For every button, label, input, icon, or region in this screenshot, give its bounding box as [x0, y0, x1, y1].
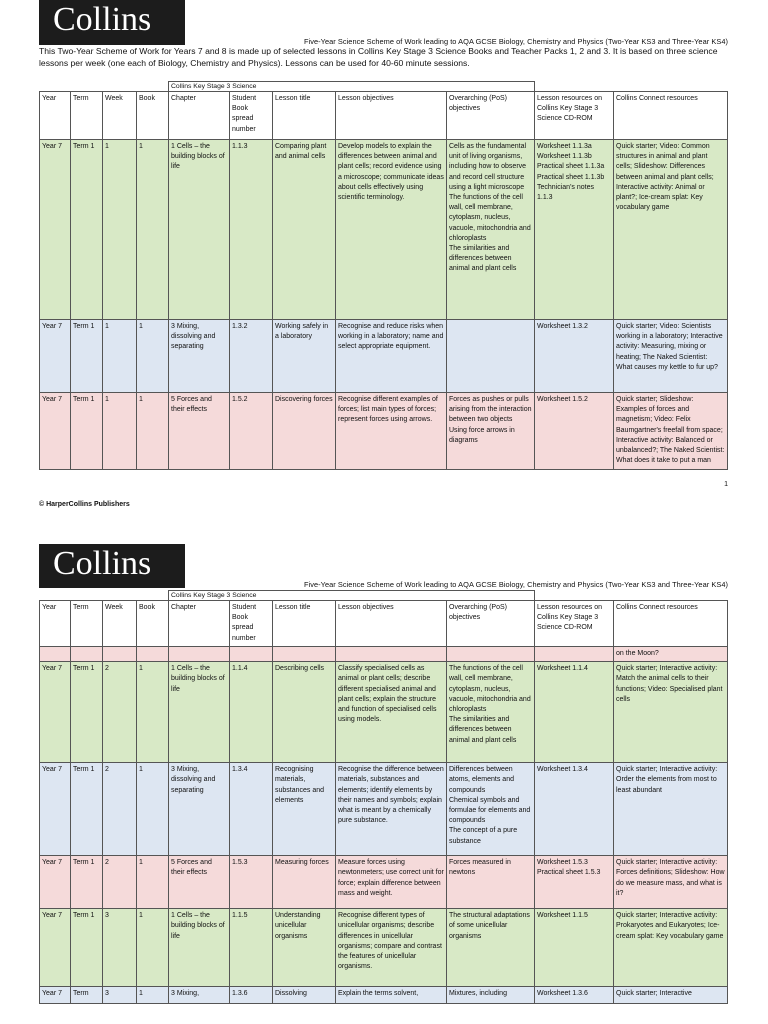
table-cell: Term 1 [71, 662, 103, 763]
table-cell: Recognise and reduce risks when working in a laboratory; name and select appropriate equipment. [336, 320, 447, 393]
header-cell: Lesson title [273, 601, 336, 647]
header-cell: Student Book spread number [230, 601, 273, 647]
header-cell: Week [103, 92, 137, 140]
table-cell: Year 7 [40, 987, 71, 1004]
header-cell: Week [103, 601, 137, 647]
table-row [40, 909, 728, 987]
table-cell: Term [71, 987, 103, 1004]
collins-logo: Collins [39, 544, 185, 588]
scheme-table-page-2 [39, 590, 728, 1004]
table-cell: Year 7 [40, 763, 71, 856]
table-cell: 1.1.5 [230, 909, 273, 987]
table-cell: Term 1 [71, 393, 103, 470]
table-cell: 1.5.3 [230, 856, 273, 909]
table-cell: Comparing plant and animal cells [273, 140, 336, 320]
table-cell: Forces as pushes or pulls arising from the interaction between two objects Using force arrows in diagrams [447, 393, 535, 470]
table-cell: 3 [103, 987, 137, 1004]
table-cell: 1 [137, 909, 169, 987]
table-cell: Worksheet 1.5.2 [535, 393, 614, 470]
table-cell: Understanding unicellular organisms [273, 909, 336, 987]
table-cell: Year 7 [40, 140, 71, 320]
table-cell: Measuring forces [273, 856, 336, 909]
header-cell: Year [40, 601, 71, 647]
table-cell: on the Moon? [614, 647, 728, 662]
table-cell: 2 [103, 662, 137, 763]
header-cell: Overarching (PoS) objectives [447, 601, 535, 647]
table-cell: Recognise different types of unicellular organisms; describe differences in unicellular organisms; compare and contrast the features of unicellular organisms. [336, 909, 447, 987]
table-cell: Year 7 [40, 393, 71, 470]
table-cell: Recognise the difference between materials, substances and elements; identify elements by their names and symbols; explain what is meant by a chemically pure substance. [336, 763, 447, 856]
table-cell: 3 Mixing, dissolving and separating [169, 763, 230, 856]
table-cell: Quick starter; Slideshow: Examples of forces and magnetism; Video: Felix Baumgartner's freefall from space; Interactive activity: Balanced or unbalanced?; The Naked Scientist: What does it take to put a man [614, 393, 728, 470]
table-row [40, 987, 728, 1004]
table-cell: 1 [103, 320, 137, 393]
table-cell: 1.3.4 [230, 763, 273, 856]
intro-paragraph: This Two-Year Scheme of Work for Years 7 and 8 is made up of selected lessons in Collins Key Stage 3 Science Books and Teacher Packs 1, 2 and 3. It is based on three science lessons per week (one each of Biology, Chemistry and Physics). Lessons can be used for 40-60 minute sessions. [39, 46, 718, 69]
table-cell: Classify specialised cells as animal or plant cells; describe different specialised animal and plant cells; explain the structure and function of specialised cells using models. [336, 662, 447, 763]
table-row [40, 647, 728, 662]
table-cell: Quick starter; Interactive activity: Order the elements from most to least abundant [614, 763, 728, 856]
table-cell: Recognising materials, substances and elements [273, 763, 336, 856]
table-cell: 1 Cells – the building blocks of life [169, 140, 230, 320]
table-row [40, 140, 728, 320]
table-cell: 1.5.2 [230, 393, 273, 470]
table-cell: Term 1 [71, 856, 103, 909]
table-cell: Cells as the fundamental unit of living organisms, including how to observe and record cell structure using a light microscope The functions of the cell wall, cell membrane, cytoplasm, nucleus, vacuole, mitochondria and chloroplasts The similarities and differences between animal and plant cells [447, 140, 535, 320]
table-cell: 3 Mixing, dissolving and separating [169, 320, 230, 393]
table-cell: Year 7 [40, 320, 71, 393]
header-cell: Collins Connect resources [614, 92, 728, 140]
collins-logo: Collins [39, 0, 185, 45]
table-cell: 1.3.2 [230, 320, 273, 393]
table-cell: Worksheet 1.5.3 Practical sheet 1.5.3 [535, 856, 614, 909]
table-row [40, 763, 728, 856]
header-cell: Lesson resources on Collins Key Stage 3 Science CD-ROM [535, 601, 614, 647]
table-cell: 1 [137, 140, 169, 320]
group-header: Collins Key Stage 3 Science [169, 82, 535, 92]
group-header: Collins Key Stage 3 Science [169, 591, 535, 601]
header-cell: Lesson title [273, 92, 336, 140]
table-cell: 2 [103, 763, 137, 856]
table-cell: Quick starter; Interactive activity: Forces definitions; Slideshow: How do we measure mass, and what is it? [614, 856, 728, 909]
table-cell: 1 [137, 393, 169, 470]
header-cell: Lesson objectives [336, 92, 447, 140]
table-cell: 1 [137, 856, 169, 909]
table-cell: Worksheet 1.3.4 [535, 763, 614, 856]
table-cell: Describing cells [273, 662, 336, 763]
table-row [40, 320, 728, 393]
table-cell: Worksheet 1.3.6 [535, 987, 614, 1004]
header-cell: Lesson resources on Collins Key Stage 3 Science CD-ROM [535, 92, 614, 140]
table-cell: Mixtures, including [447, 987, 535, 1004]
table-row [40, 856, 728, 909]
table-cell: 1 Cells – the building blocks of life [169, 662, 230, 763]
header-cell: Chapter [169, 92, 230, 140]
table-cell: 1 [137, 662, 169, 763]
header-cell: Lesson objectives [336, 601, 447, 647]
header-cell: Overarching (PoS) objectives [447, 92, 535, 140]
table-cell: 1.1.3 [230, 140, 273, 320]
header-row [40, 601, 728, 647]
table-cell: 1 [103, 140, 137, 320]
table-cell: Quick starter; Video: Common structures in animal and plant cells; Slideshow: Differences between animal and plant cells; Interactive activity: Animal or plant?; Ice-cream splat: Key vocabulary game [614, 140, 728, 320]
table-cell: Discovering forces [273, 393, 336, 470]
table-cell: 1 [137, 763, 169, 856]
table-cell: 3 Mixing, [169, 987, 230, 1004]
header-cell: Collins Connect resources [614, 601, 728, 647]
table-cell: 2 [103, 856, 137, 909]
header-cell: Student Book spread number [230, 92, 273, 140]
table-cell: Worksheet 1.3.2 [535, 320, 614, 393]
table-cell: Worksheet 1.1.5 [535, 909, 614, 987]
table-cell: Explain the terms solvent, [336, 987, 447, 1004]
table-cell: Quick starter; Video: Scientists working in a laboratory; Interactive activity: Measuring, mixing or heating; The Naked Scientist: What causes my kettle to fur up? [614, 320, 728, 393]
table-cell: Term 1 [71, 320, 103, 393]
table-cell: Recognise different examples of forces; list main types of forces; represent forces using arrows. [336, 393, 447, 470]
table-cell: Dissolving [273, 987, 336, 1004]
scheme-table-page-1 [39, 81, 728, 470]
document-subtitle: Five-Year Science Scheme of Work leading to AQA GCSE Biology, Chemistry and Physics (Two-Year KS3 and Three-Year KS4) [303, 580, 728, 589]
table-cell: Term 1 [71, 909, 103, 987]
table-cell: 1.1.4 [230, 662, 273, 763]
page-number: 1 [724, 481, 728, 488]
table-cell: Working safely in a laboratory [273, 320, 336, 393]
table-cell: 5 Forces and their effects [169, 393, 230, 470]
header-cell: Chapter [169, 601, 230, 647]
table-cell: The functions of the cell wall, cell membrane, cytoplasm, nucleus, vacuole, mitochondria and chloroplasts The similarities and differences between animal and plant cells [447, 662, 535, 763]
table-cell: Develop models to explain the differences between animal and plant cells; record evidence using a microscope; communicate ideas about cells effectively using scientific terminology. [336, 140, 447, 320]
table-cell: Differences between atoms, elements and compounds Chemical symbols and formulae for elements and compounds The concept of a pure substance [447, 763, 535, 856]
header-cell: Year [40, 92, 71, 140]
document-subtitle: Five-Year Science Scheme of Work leading to AQA GCSE Biology, Chemistry and Physics (Two-Year KS3 and Three-Year KS4) [303, 37, 728, 46]
table-cell [447, 320, 535, 393]
header-cell: Book [137, 601, 169, 647]
header-cell: Book [137, 92, 169, 140]
table-row [40, 662, 728, 763]
table-cell: 1.3.6 [230, 987, 273, 1004]
table-cell: The structural adaptations of some unicellular organisms [447, 909, 535, 987]
header-cell: Term [71, 601, 103, 647]
table-cell: Year 7 [40, 909, 71, 987]
table-cell: Worksheet 1.1.4 [535, 662, 614, 763]
table-cell: 1 Cells – the building blocks of life [169, 909, 230, 987]
table-cell: 3 [103, 909, 137, 987]
table-cell: 1 [137, 987, 169, 1004]
copyright: © HarperCollins Publishers [39, 501, 130, 508]
table-cell: Year 7 [40, 856, 71, 909]
header-row [40, 92, 728, 140]
table-cell: Year 7 [40, 662, 71, 763]
table-cell: Term 1 [71, 140, 103, 320]
table-cell: Forces measured in newtons [447, 856, 535, 909]
table-cell: Quick starter; Interactive activity: Match the animal cells to their functions; Video: Specialised plant cells [614, 662, 728, 763]
table-cell: 5 Forces and their effects [169, 856, 230, 909]
table-row [40, 393, 728, 470]
table-cell: Quick starter; Interactive [614, 987, 728, 1004]
table-cell: Term 1 [71, 763, 103, 856]
table-cell: 1 [137, 320, 169, 393]
table-cell: Worksheet 1.1.3a Worksheet 1.1.3b Practical sheet 1.1.3a Practical sheet 1.1.3b Technician's notes 1.1.3 [535, 140, 614, 320]
table-cell: Quick starter; Interactive activity: Prokaryotes and Eukaryotes; Ice-cream splat: Key vocabulary game [614, 909, 728, 987]
header-cell: Term [71, 92, 103, 140]
table-cell: 1 [103, 393, 137, 470]
table-cell: Measure forces using newtonmeters; use correct unit for force; explain difference between mass and weight. [336, 856, 447, 909]
